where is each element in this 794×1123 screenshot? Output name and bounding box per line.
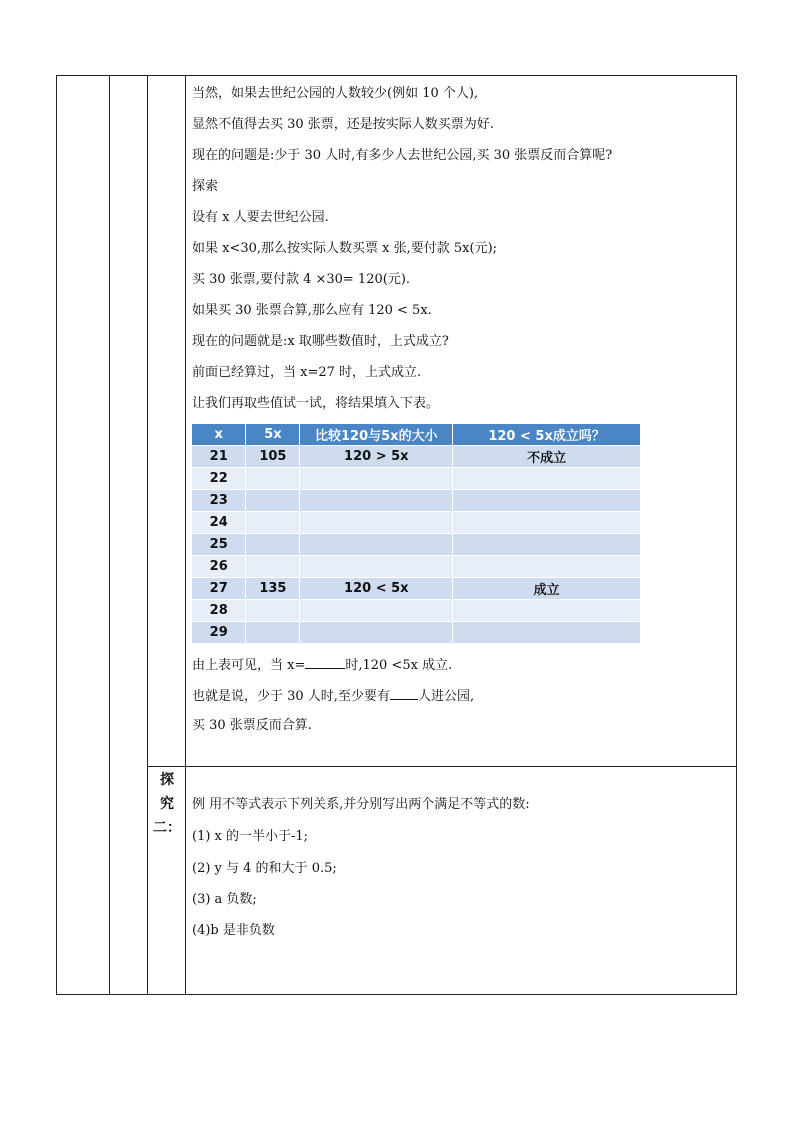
header-holds: 120 < 5x成立吗？ <box>453 424 641 446</box>
header-5x: 5x <box>246 424 300 446</box>
intro-line: 如果 x<30,那么按实际人数买票 x 张,要付款 5x(元); <box>192 241 498 256</box>
example-item: (4)b 是非负数 <box>192 923 275 938</box>
cell-holds: 不成立 <box>453 446 641 468</box>
column-divider-1 <box>109 75 110 995</box>
cell-compare: 120 < 5x <box>300 578 453 600</box>
header-x: x <box>192 424 246 446</box>
cell-x: 28 <box>192 600 246 622</box>
header-compare: 比较120与5x的大小 <box>300 424 453 446</box>
section-label-explore-2 <box>152 768 182 840</box>
column-divider-2 <box>147 75 148 995</box>
cell-5x <box>246 534 300 556</box>
table-row <box>192 490 641 512</box>
cell-holds: 成立 <box>453 578 641 600</box>
cell-x: 24 <box>192 512 246 534</box>
table-row <box>192 468 641 490</box>
cell-compare: 120 > 5x <box>300 446 453 468</box>
intro-line: 现在的问题就是:x 取哪些数值时，上式成立? <box>192 334 449 349</box>
intro-line: 当然，如果去世纪公园的人数较少(例如 10 个人), <box>192 86 479 101</box>
cell-x: 27 <box>192 578 246 600</box>
cell-compare <box>300 468 453 490</box>
example-item: (1) x 的一半小于-1; <box>192 829 309 844</box>
cell-x: 29 <box>192 622 246 644</box>
example-item: (3) a 负数; <box>192 892 257 907</box>
cell-x: 21 <box>192 446 246 468</box>
intro-line: 如果买 30 张票合算,那么应有 120 < 5x. <box>192 303 432 318</box>
label-char: 二： <box>153 820 181 836</box>
cell-compare <box>300 600 453 622</box>
cell-x: 22 <box>192 468 246 490</box>
answer-blank-x <box>305 656 345 669</box>
table-header-row <box>192 424 641 446</box>
cell-5x <box>246 512 300 534</box>
conclusion-suffix: 人进公园, <box>417 689 475 704</box>
cell-compare <box>300 512 453 534</box>
cell-holds <box>453 468 641 490</box>
cell-5x: 105 <box>246 446 300 468</box>
cell-5x: 135 <box>246 578 300 600</box>
cell-5x <box>246 468 300 490</box>
cell-compare <box>300 534 453 556</box>
intro-line: 现在的问题是:少于 30 人时,有多少人去世纪公园,买 30 张票反而合算呢? <box>192 148 613 163</box>
cell-5x <box>246 622 300 644</box>
conclusion-line-1 <box>192 656 452 674</box>
conclusion-suffix: 时,120 <5x 成立. <box>345 658 453 673</box>
cell-x: 26 <box>192 556 246 578</box>
intro-line: 让我们再取些值试一试，将结果填入下表。 <box>192 396 440 411</box>
cell-5x <box>246 556 300 578</box>
comparison-table <box>192 424 641 643</box>
cell-5x <box>246 600 300 622</box>
cell-holds <box>453 512 641 534</box>
cell-compare <box>300 556 453 578</box>
intro-heading-explore: 探索 <box>192 179 219 194</box>
example-prompt: 例 用不等式表示下列关系,并分别写出两个满足不等式的数: <box>192 797 530 812</box>
conclusion-line-2 <box>192 687 474 705</box>
table-row <box>192 578 641 600</box>
label-char: 究 <box>160 796 174 812</box>
cell-holds <box>453 556 641 578</box>
intro-line: 显然不值得去买 30 张票，还是按实际人数买票为好. <box>192 117 494 132</box>
cell-holds <box>453 490 641 512</box>
answer-blank-count <box>390 687 418 700</box>
intro-line: 买 30 张票,要付款 4 ×30= 120(元). <box>192 272 411 287</box>
table-row <box>192 534 641 556</box>
cell-x: 25 <box>192 534 246 556</box>
table-row <box>192 556 641 578</box>
example-item: (2) y 与 4 的和大于 0.5; <box>192 861 337 876</box>
conclusion-prefix: 由上表可见，当 x= <box>192 658 306 673</box>
cell-compare <box>300 490 453 512</box>
table-row <box>192 622 641 644</box>
label-char: 探 <box>160 772 174 788</box>
cell-5x <box>246 490 300 512</box>
table-row <box>192 512 641 534</box>
intro-line: 前面已经算过，当 x=27 时，上式成立. <box>192 365 422 380</box>
cell-holds <box>453 534 641 556</box>
conclusion-prefix: 也就是说，少于 30 人时,至少要有 <box>192 689 390 704</box>
intro-line: 设有 x 人要去世纪公园. <box>192 210 329 225</box>
cell-x: 23 <box>192 490 246 512</box>
column-divider-3 <box>185 75 186 995</box>
cell-compare <box>300 622 453 644</box>
cell-holds <box>453 622 641 644</box>
section-divider <box>147 766 737 767</box>
conclusion-line-3: 买 30 张票反而合算. <box>192 718 312 733</box>
table-row <box>192 446 641 468</box>
table-row <box>192 600 641 622</box>
cell-holds <box>453 600 641 622</box>
